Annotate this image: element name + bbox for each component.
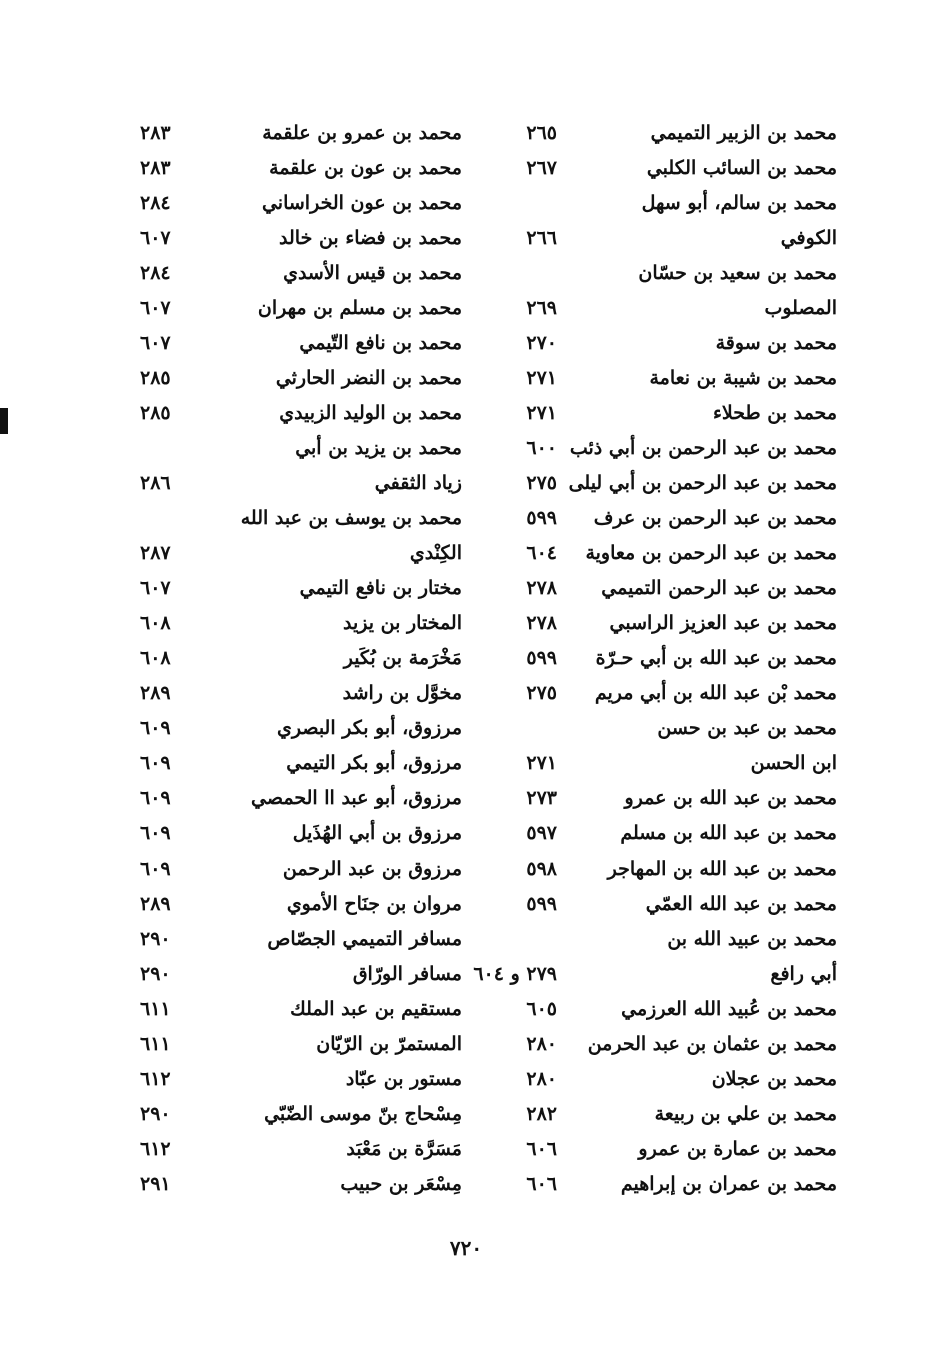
index-entry [505,115,837,150]
entry-name: محمد بن سالم، أبو سهل [641,191,837,214]
entry-page: ٢٩٠ [140,927,171,950]
entry-name: مرزوق بن عبد الرحمن [282,857,462,880]
index-entry [140,1166,462,1201]
entry-page: ٢٨٤ [140,191,171,214]
entry-name: محمد بن عبد الرحمن بن أبي ذئب [569,436,837,459]
entry-name: مسافر التميمي الجصّاص [267,927,462,950]
entry-name: محمد بْن عبد الله بن أبي مريم [594,682,837,705]
entry-page: ٢٧٨ [526,612,557,635]
entry-name: محمد بن عبد العزيز الراسبي [609,612,837,635]
entry-page: ٢٨٥ [140,366,171,389]
entry-name: محمد بن مسلم بن مهران [257,296,462,319]
entry-name: محمد بن عبيد الله بن [667,927,837,950]
entry-name: محمد بن يوسف بن عبد الله [240,507,462,530]
entry-page: ٦٠٧ [140,226,171,249]
entry-page: ٢٨٠ [526,1067,557,1090]
entry-name: محمد بن علي بن ربيعة [654,1102,837,1125]
entry-name: مِسْعَر بن حبيب [340,1172,462,1195]
index-entry [505,255,837,290]
entry-name: محمد بن عون بن علقمة [269,156,462,179]
index-entry [140,465,462,500]
index-entry [140,501,462,536]
entry-name: زياد الثقفي [374,471,462,494]
index-entry [140,360,462,395]
entry-name: المستمرّ بن الرّيّان [316,1032,462,1055]
entry-name: محمد بن عبد الله بن المهاجر [607,857,837,880]
index-entry [140,676,462,711]
entry-name: محمد بن عمرو بن علقمة [262,121,462,144]
entry-name: محمد بن نافع التّيمي [299,331,462,354]
index-entry [473,956,837,991]
entry-page: ٢٧٩ و ٦٠٤ [473,962,557,985]
entry-name: محمد بن عمران بن إبراهيم [620,1172,837,1195]
index-entry [140,606,462,641]
entry-name: محمد بن عُبيد الله العرزمي [621,997,837,1020]
entry-page: ٢٨٩ [140,682,171,705]
index-entry [505,851,837,886]
entry-page: ٢٨٥ [140,401,171,424]
entry-page: ٦٠٦ [526,1137,557,1160]
index-entry [140,220,462,255]
entry-page: ٦٠٠ [526,436,557,459]
entry-page: ٢٩١ [140,1172,171,1195]
entry-page: ٢٧٥ [526,682,557,705]
entry-page: ٦٠٩ [140,717,171,740]
entry-page: ٦٠٩ [140,787,171,810]
index-entry [140,641,462,676]
index-entry [140,255,462,290]
index-entry [505,220,837,255]
index-entry [505,711,837,746]
entry-name: محمد بن السائب الكلبي [646,156,837,179]
index-entry [140,746,462,781]
entry-page: ٢٩٠ [140,1102,171,1125]
index-entry [505,325,837,360]
index-entry [140,536,462,571]
entry-page: ٦٠٨ [140,647,171,670]
entry-page: ٢٨٩ [140,892,171,915]
edge-mark [0,408,8,434]
index-column-left [140,115,462,1201]
entry-page: ٢٦٦ [526,226,557,249]
entry-page: ٥٩٩ [526,892,557,915]
index-entry [505,921,837,956]
entry-page: ٦٠٧ [140,331,171,354]
entry-name: محمد بن يزيد بن أبي [295,436,462,459]
entry-name: المصلوب [764,296,837,319]
index-entry [505,185,837,220]
entry-page: ٢٦٥ [526,121,557,144]
index-entry [140,1131,462,1166]
entry-page: ٦٠٩ [140,822,171,845]
entry-page: ٥٩٩ [526,507,557,530]
index-entry [505,501,837,536]
index-entry [140,115,462,150]
index-entry [505,1166,837,1201]
entry-name: محمد بن عبد الرحمن بن عرف [593,507,837,530]
index-entry [505,781,837,816]
entry-name: الكوفي [780,226,837,249]
index-entry [140,921,462,956]
entry-name: محمد بن عبد الرحمن بن أبي ليلى [568,471,837,494]
index-entry [140,325,462,360]
entry-page: ٦١٢ [140,1137,171,1160]
entry-name: محمد بن عبد الرحمن بن معاوية [585,542,837,565]
entry-page: ٥٩٨ [526,857,557,880]
index-entry [505,290,837,325]
index-entry [505,1026,837,1061]
index-entry [505,1061,837,1096]
entry-page: ٢٨٦ [140,471,171,494]
index-entry [505,606,837,641]
entry-page: ٦٠٧ [140,296,171,319]
entry-name: محمد بن سوقة [715,331,837,354]
entry-name: محمد بن عون الخراساني [261,191,462,214]
entry-name: مَخْرَمة بن بُكَير [343,647,462,670]
index-entry [140,991,462,1026]
entry-page: ٦١١ [140,997,171,1020]
entry-page: ٥٩٧ [526,822,557,845]
index-entry [505,536,837,571]
index-entry [140,956,462,991]
index-entry [140,1061,462,1096]
entry-page: ٢٧٨ [526,577,557,600]
entry-page: ٥٩٩ [526,647,557,670]
entry-page: ٢٦٧ [526,156,557,179]
entry-name: محمد بن عجلان [711,1067,837,1090]
entry-name: محمد بن فضاء بن خالد [279,226,462,249]
entry-page: ٢٨٧ [140,542,171,565]
index-entry [140,430,462,465]
entry-name: مخوَّل بن راشد [342,682,462,705]
entry-name: المختار بن يزيد [342,612,462,635]
index-entry [140,185,462,220]
entry-name: محمد بن عمارة بن عمرو [638,1137,837,1160]
index-entry [505,150,837,185]
entry-name: محمد بن عبد الله بن أبي حـرّة [595,647,837,670]
entry-name: محمد بن النضر الحارثي [275,366,462,389]
entry-page: ٢٧١ [526,752,557,775]
index-entry [505,395,837,430]
entry-name: مرزوق، أبو بكر البصري [276,717,462,740]
entry-name: محمد بن شيبة بن نعامة [649,366,837,389]
entry-name: مروان بن جنَاح الأموي [286,892,462,915]
index-entry [505,1131,837,1166]
index-entry [140,1026,462,1061]
entry-name: محمد بن عثمان بن عبد الحرمن [587,1032,837,1055]
index-entry [140,816,462,851]
index-entry [505,571,837,606]
entry-name: محمد بن الزبير التميمي [650,121,837,144]
entry-page: ٦٠٤ [526,542,557,565]
index-entry [140,711,462,746]
index-entry [505,430,837,465]
entry-page: ٦١١ [140,1032,171,1055]
index-column-right [473,115,837,1201]
page-number: ٧٢٠ [449,1236,483,1260]
entry-name: محمد بن عبد بن حسن [657,717,837,740]
index-entry [140,395,462,430]
entry-name: مسافر الورّاق [352,962,462,985]
index-entry [140,781,462,816]
index-entry [505,465,837,500]
entry-page: ٢٨٤ [140,261,171,284]
entry-page: ٢٨٠ [526,1032,557,1055]
entry-name: محمد بن طحلاء [712,401,837,424]
entry-page: ٢٩٠ [140,962,171,985]
index-entry [140,290,462,325]
index-entry [505,360,837,395]
entry-name: أبي رافع [770,962,837,985]
entry-name: ابن الحسن [750,752,837,775]
entry-name: مختار بن نافع التيمي [299,577,462,600]
entry-page: ٦٠٦ [526,1172,557,1195]
index-entry [505,1096,837,1131]
index-entry [505,991,837,1026]
entry-name: محمد بن سعيد بن حسّان [638,261,837,284]
index-entry [505,886,837,921]
entry-page: ٢٧٣ [526,787,557,810]
index-entry [140,150,462,185]
entry-name: مستور بن عبّاد [345,1067,462,1090]
entry-page: ٦٠٧ [140,577,171,600]
entry-name: محمد بن الوليد الزبيدي [279,401,462,424]
entry-name: محمد بن عبد الله بن مسلم [620,822,837,845]
entry-page: ٦٠٩ [140,752,171,775]
index-entry [140,1096,462,1131]
entry-name: محمد بن قيس الأسدي [283,261,462,284]
entry-name: محمد بن عبد الله بن عمرو [624,787,837,810]
entry-page: ٢٧٠ [526,331,557,354]
entry-name: الكِنْدي [409,542,462,565]
entry-page: ٢٨٣ [140,121,171,144]
entry-page: ٢٧٥ [526,471,557,494]
index-entry [140,571,462,606]
index-entry [505,641,837,676]
entry-name: مرزوق، أبو عبد اا الحمصي [251,787,462,810]
entry-name: مِسْحاج بنّ موسى الضّبّي [264,1102,462,1125]
entry-name: مَسَرَّة بن مَعْبَد [346,1137,462,1160]
entry-page: ٦٠٥ [526,997,557,1020]
entry-page: ٢٧١ [526,366,557,389]
entry-page: ٦٠٩ [140,857,171,880]
entry-name: مرزوق بن أبي الهُذَيل [292,822,462,845]
index-entry [505,676,837,711]
index-entry [505,816,837,851]
index-entry [140,851,462,886]
entry-name: مستقيم بن عبد الملك [290,997,462,1020]
index-entry [505,746,837,781]
entry-name: محمد بن عبد الرحمن التميمي [601,577,837,600]
entry-name: محمد بن عبد الله العمّي [645,892,837,915]
entry-page: ٢٦٩ [526,296,557,319]
entry-page: ٦١٢ [140,1067,171,1090]
entry-name: مرزوق، أبو بكر التيمي [286,752,462,775]
index-entry [140,886,462,921]
entry-page: ٢٧١ [526,401,557,424]
entry-page: ٢٨٢ [526,1102,557,1125]
entry-page: ٢٨٣ [140,156,171,179]
entry-page: ٦٠٨ [140,612,171,635]
